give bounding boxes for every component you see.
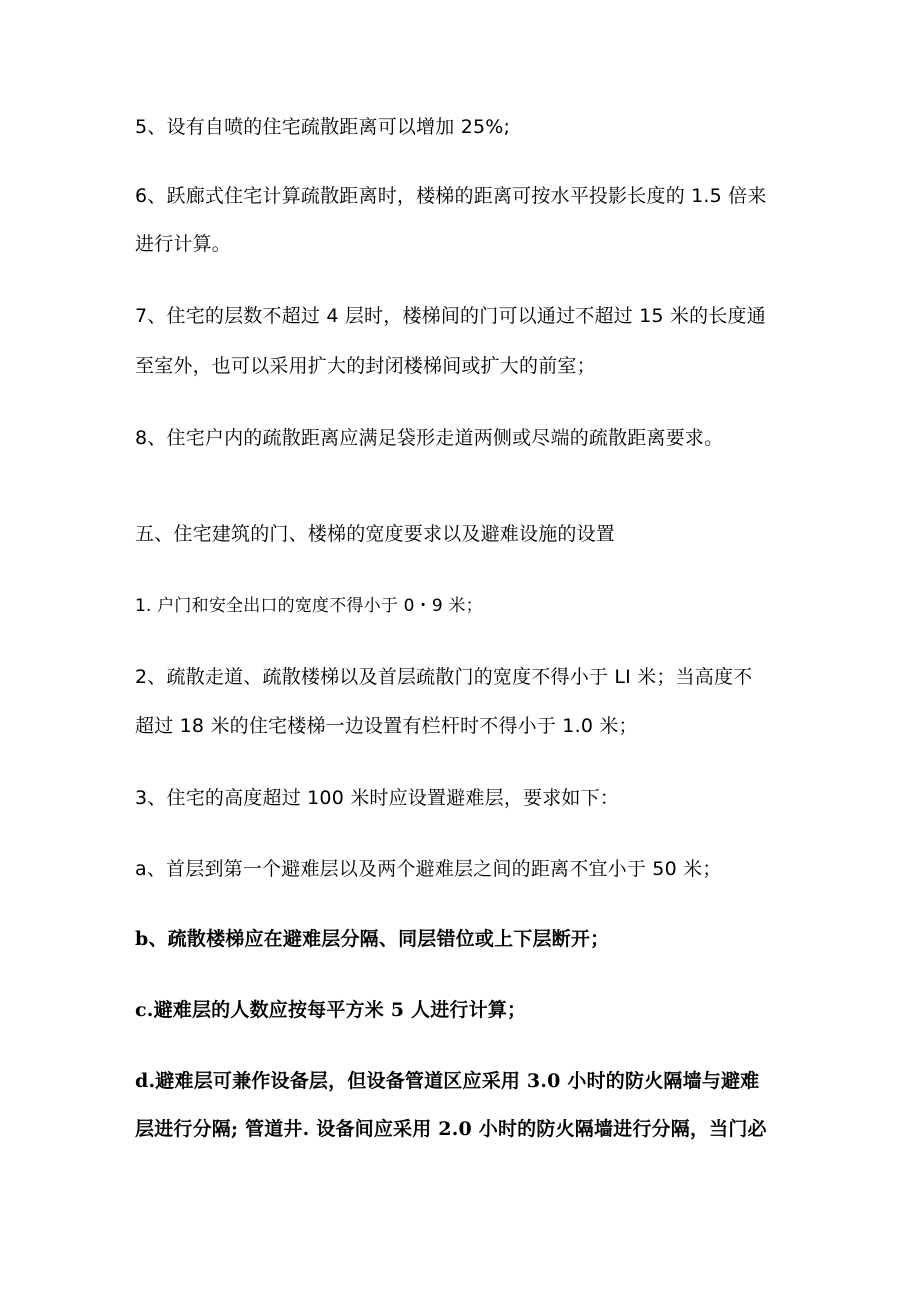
rule-2-line-2: 超过 18 米的住宅楼梯一边设置有栏杆时不得小于 1.0 米； xyxy=(135,715,638,737)
item-6-line-1: 6、跃廊式住宅计算疏散距离时，楼梯的距离可按水平投影长度的 1.5 倍来 xyxy=(135,185,767,207)
rule-3: 3、住宅的高度超过 100 米时应设置避难层，要求如下： xyxy=(135,787,620,809)
item-6-line-2: 进行计算。 xyxy=(135,233,232,255)
rule-d-line-2: 层进行分隔; 管道井. 设备间应采用 2.0 小时的防火隔墙进行分隔，当门必 xyxy=(135,1118,767,1140)
rule-1: 1. 户门和安全出口的宽度不得小于 0・9 米； xyxy=(135,596,483,616)
rule-d-line-1: d.避难层可兼作设备层，但设备管道区应采用 3.0 小时的防火隔墙与避难 xyxy=(135,1070,760,1092)
item-8: 8、住宅户内的疏散距离应满足袋形走道两侧或尽端的疏散距离要求。 xyxy=(135,427,724,449)
item-7-line-1: 7、住宅的层数不超过 4 层时，楼梯间的门可以通过不超过 15 米的长度通 xyxy=(135,305,766,327)
rule-b: b、疏散楼梯应在避难层分隔、同层错位或上下层断开； xyxy=(135,928,610,950)
rule-a: a、首层到第一个避难层以及两个避难层之间的距离不宜小于 50 米； xyxy=(135,858,722,880)
rule-2-line-1: 2、疏散走道、疏散楼梯以及首层疏散门的宽度不得小于 LI 米；当高度不 xyxy=(135,666,753,688)
section-5-title: 五、住宅建筑的门、楼梯的宽度要求以及避难设施的设置 xyxy=(135,523,616,545)
item-5: 5、设有自喷的住宅疏散距离可以增加 25%; xyxy=(135,116,511,138)
item-7-line-2: 至室外，也可以采用扩大的封闭楼梯间或扩大的前室； xyxy=(135,355,596,377)
rule-c: c.避难层的人数应按每平方米 5 人进行计算； xyxy=(135,999,527,1021)
